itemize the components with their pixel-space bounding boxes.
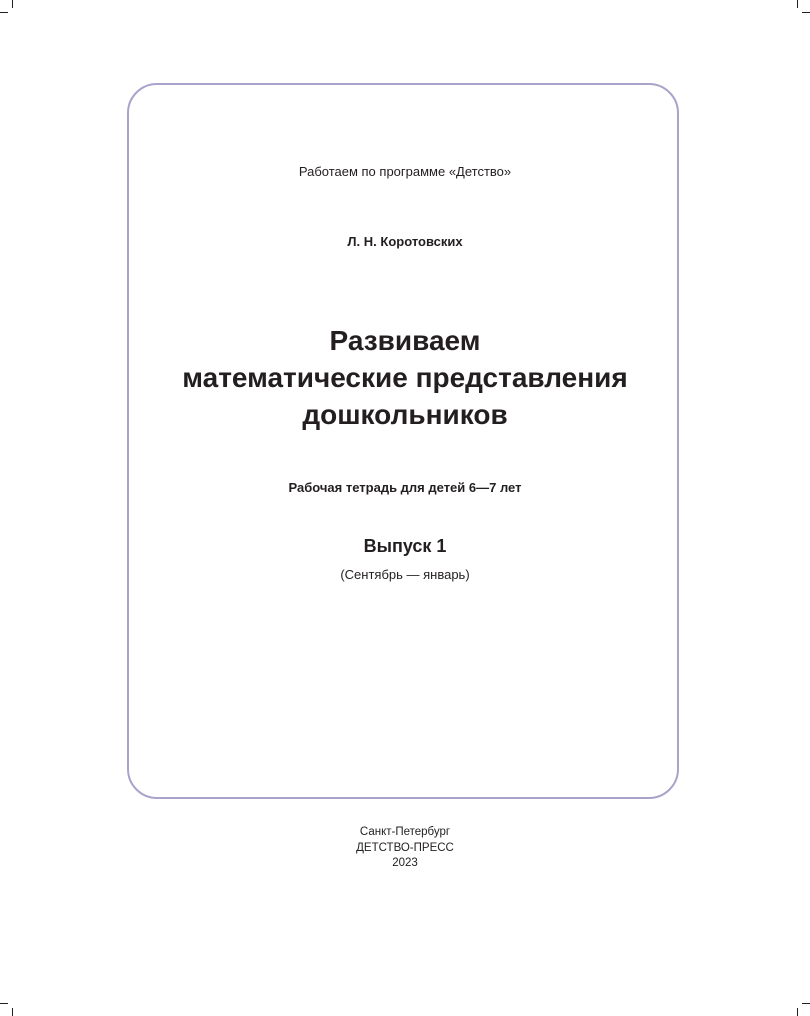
program-line: Работаем по программе «Детство»	[298, 164, 512, 179]
crop-mark-bottom-left-v	[12, 1008, 13, 1016]
book-subtitle: Рабочая тетрадь для детей 6—7 лет	[288, 480, 522, 495]
imprint-city: Санкт-Петербург	[359, 826, 451, 838]
crop-mark-bottom-left-h	[0, 1003, 8, 1004]
crop-mark-bottom-right-v	[797, 1008, 798, 1016]
crop-mark-top-right-h	[802, 12, 810, 13]
book-title-line-3: дошкольников	[302, 399, 508, 430]
title-frame	[127, 83, 679, 799]
book-title	[0, 322, 810, 433]
author-name: Л. Н. Коротовских	[347, 234, 463, 249]
imprint	[0, 825, 810, 872]
book-title-line-2: математические представления	[182, 362, 628, 393]
crop-mark-top-right-v	[797, 0, 798, 8]
crop-mark-bottom-right-h	[802, 1003, 810, 1004]
issue-period: (Сентябрь — январь)	[340, 567, 470, 582]
imprint-publisher: ДЕТСТВО-ПРЕСС	[356, 841, 454, 854]
issue-number: Выпуск 1	[363, 536, 447, 556]
imprint-year: 2023	[392, 857, 418, 869]
crop-mark-top-left-h	[0, 12, 8, 13]
crop-mark-top-left-v	[12, 0, 13, 8]
book-title-line-1: Развиваем	[329, 325, 481, 356]
